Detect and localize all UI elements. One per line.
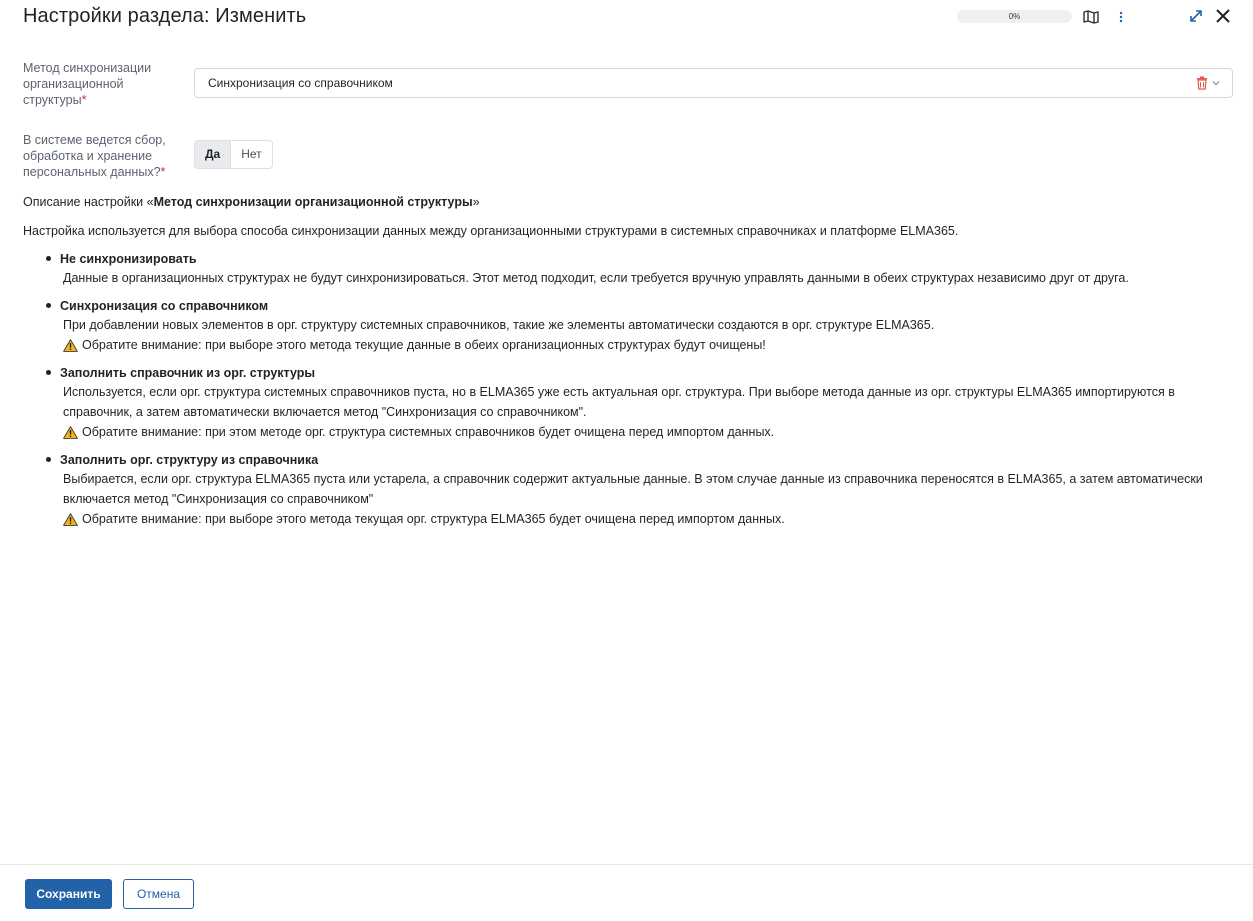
description-title — [23, 195, 480, 209]
cancel-button[interactable]: Отмена — [123, 879, 194, 909]
more-vertical-icon[interactable] — [1114, 8, 1128, 26]
method-text: Используется, если орг. структура системных справочников пуста, но в ELMA365 уже есть актуальная орг. структура. При выборе метода данные из орг. структуры ELMA365 импортируются в справочник, а затем автоматически включается метод "Синхронизация со справочником". — [63, 385, 1175, 419]
personal-data-label-text: В системе ведется сбор, обработка и хранение персональных данных? — [23, 133, 166, 179]
required-mark: * — [160, 165, 166, 179]
list-item — [23, 451, 1238, 529]
description-intro: Настройка используется для выбора способа синхронизации данных между организационными структурами в системных справочниках и платформе ELMA365. — [23, 224, 959, 238]
description-title-prefix: Описание настройки « — [23, 195, 154, 209]
sync-method-select[interactable] — [194, 68, 1233, 98]
required-mark: * — [81, 93, 87, 107]
method-text: Выбирается, если орг. структура ELMA365 пуста или устарела, а справочник содержит актуальные данные. В этом случае данные из справочника переносятся в ELMA365, а затем автоматически включается метод "Синхронизация со справочником" — [63, 472, 1203, 506]
trash-icon[interactable] — [1196, 76, 1208, 90]
sync-method-label — [23, 60, 183, 108]
method-warning — [60, 509, 1238, 529]
method-title: Заполнить справочник из орг. структуры — [60, 366, 316, 380]
method-title: Заполнить орг. структуру из справочника — [60, 453, 319, 467]
close-icon[interactable] — [1212, 5, 1234, 27]
method-title: Синхронизация со справочником — [60, 299, 269, 313]
method-warning — [60, 335, 1238, 355]
toggle-option-no[interactable]: Нет — [230, 141, 271, 168]
method-text: При добавлении новых элементов в орг. структуру системных справочников, такие же элементы автоматически создаются в орг. структуре ELMA365. — [63, 318, 935, 332]
warning-icon — [63, 513, 78, 526]
progress-indicator: 0% — [957, 10, 1072, 23]
list-item — [23, 297, 1238, 355]
page-title: Настройки раздела: Изменить — [23, 5, 307, 27]
sync-method-value: Синхронизация со справочником — [208, 76, 393, 90]
personal-data-toggle — [194, 140, 273, 169]
warning-icon — [63, 339, 78, 352]
method-warning — [60, 422, 1238, 442]
method-warning-text: Обратите внимание: при выборе этого метода текущая орг. структура ELMA365 будет очищена перед импортом данных. — [82, 512, 785, 526]
sync-method-label-text: Метод синхронизации организационной структуры — [23, 61, 152, 107]
expand-icon[interactable] — [1187, 7, 1205, 25]
method-text: Данные в организационных структурах не будут синхронизироваться. Этот метод подходит, если требуется вручную управлять данными в обеих структурах независимо друг от друга. — [63, 271, 1129, 285]
description-title-suffix: » — [472, 195, 480, 209]
methods-list — [23, 250, 1238, 529]
method-warning-text: Обратите внимание: при выборе этого метода текущие данные в обеих организационных структурах будут очищены! — [82, 338, 766, 352]
list-item — [23, 364, 1238, 442]
personal-data-label — [23, 132, 183, 180]
toggle-option-yes[interactable]: Да — [195, 141, 230, 168]
save-button[interactable]: Сохранить — [25, 879, 112, 909]
list-item — [23, 250, 1238, 288]
method-title: Не синхронизировать — [60, 252, 197, 266]
description-title-bold: Метод синхронизации организационной структуры — [153, 195, 473, 209]
modal-header — [0, 0, 1253, 36]
method-warning-text: Обратите внимание: при этом методе орг. структура системных справочников будет очищена перед импортом данных. — [82, 425, 775, 439]
chevron-down-icon[interactable] — [1211, 75, 1221, 85]
footer-divider — [0, 864, 1253, 865]
map-icon[interactable] — [1082, 8, 1100, 26]
warning-icon — [63, 426, 78, 439]
